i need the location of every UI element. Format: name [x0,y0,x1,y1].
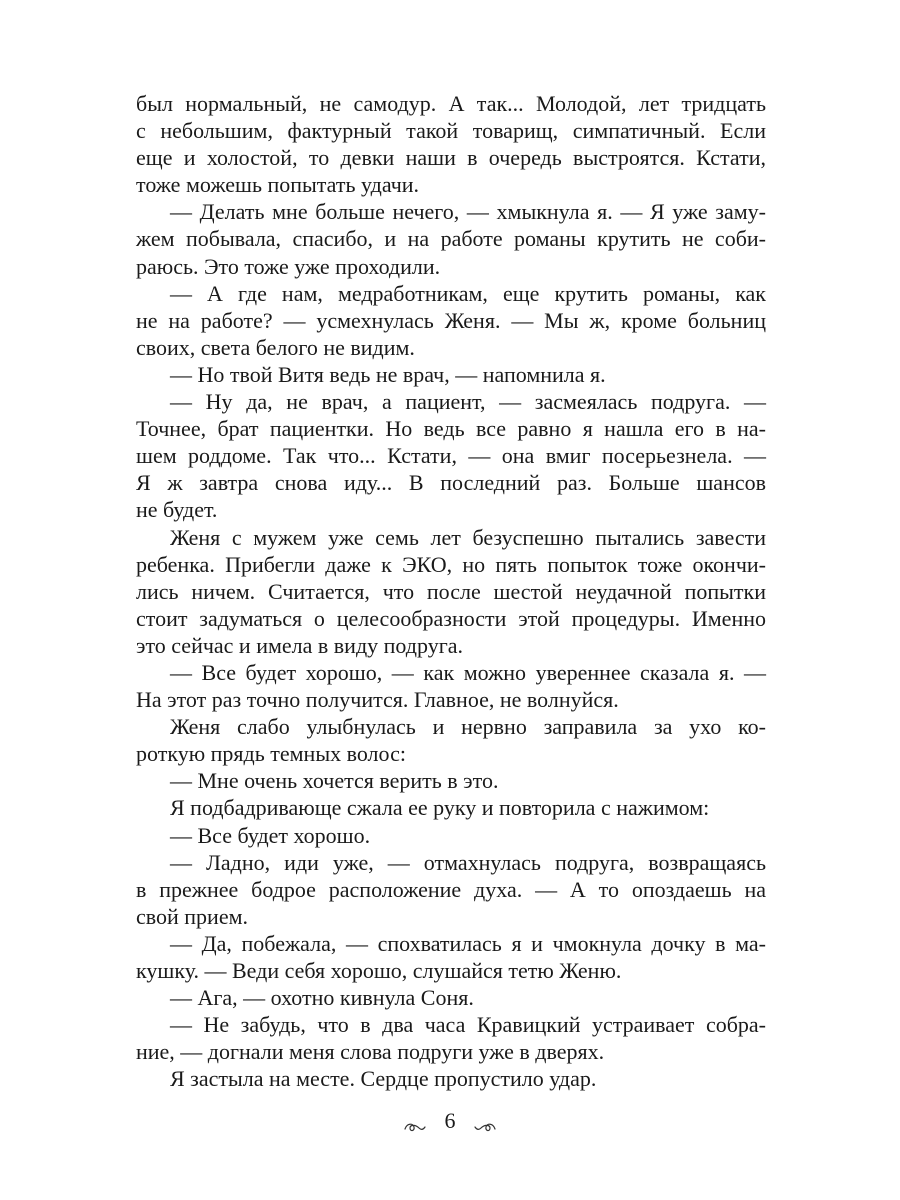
text-line: ребенка. Прибегли даже к ЭКО, но пять попыток тоже окончи- [136,551,766,577]
text-line: Я подбадривающе сжала ее руку и повторила с нажимом: [170,795,710,821]
text-line: с небольшим, фактурный такой товарищ, симпатичный. Если [136,118,766,144]
text-line: в прежнее бодрое расположение духа. — А то опоздаешь на [136,876,766,902]
text-line: — Да, побежала, — спохватилась я и чмокнула дочку в ма- [170,930,766,956]
body-text [136,90,766,1092]
text-line: был нормальный, не самодур. А так... Молодой, лет тридцать [136,91,766,116]
scroll-flourish-right-icon [473,1114,497,1128]
page-number: 6 [444,1107,456,1133]
text-line: раюсь. Это тоже уже проходили. [136,253,441,279]
text-line: — Ага, — охотно кивнула Соня. [170,985,474,1011]
scroll-flourish-left-icon [403,1114,427,1128]
text-line: кушку. — Веди себя хорошо, слушайся тетю Женю. [136,958,622,983]
text-line: роткую прядь темных волос: [136,741,406,767]
text-line: — Ладно, иди уже, — отмахнулась подруга, возвращаясь [170,849,766,875]
text-line: ние, — догнали меня слова подруги уже в дверях. [136,1039,605,1065]
text-line: Точнее, брат пациентки. Но ведь все равно я нашла его в на- [136,416,766,442]
text-line: — А где нам, медработникам, еще крутить романы, как [170,280,766,306]
text-line: — Ну да, не врач, а пациент, — засмеялась подруга. — [170,389,766,415]
text-line: еще и холостой, то девки наши в очередь выстроятся. Кстати, [136,145,766,171]
text-line: не на работе? — усмехнулась Женя. — Мы ж, кроме больниц [136,307,766,333]
page-footer [0,1106,900,1134]
text-line: это сейчас и имела в виду подруга. [136,632,463,658]
text-line: Женя с мужем уже семь лет безуспешно пытались завести [170,524,766,550]
text-line: Женя слабо улыбнулась и нервно заправила за ухо ко- [170,714,766,740]
text-line: — Но твой Витя ведь не врач, — напомнила я. [170,361,606,387]
text-line: Я ж завтра снова иду... В последний раз. Больше шансов [136,470,766,496]
text-line: своих, света белого не видим. [136,334,415,360]
text-line: свой прием. [136,903,249,929]
text-line: — Все будет хорошо. [170,822,371,848]
text-line: — Делать мне больше нечего, — хмыкнула я. — Я уже заму- [170,199,766,225]
text-line: Я застыла на месте. Сердце пропустило удар. [170,1066,597,1092]
text-line: шем роддоме. Так что... Кстати, — она вмиг посерьезнела. — [136,443,766,469]
text-line: — Все будет хорошо, — как можно увереннее сказала я. — [170,659,766,685]
text-line: — Не забудь, что в два часа Кравицкий устраивает собра- [170,1012,766,1038]
text-line: лись ничем. Считается, что после шестой неудачной попытки [136,578,766,604]
text-line: стоит задуматься о целесообразности этой процедуры. Именно [136,605,766,631]
text-line: — Мне очень хочется верить в это. [170,768,499,794]
text-line: тоже можешь попытать удачи. [136,172,420,198]
text-line: не будет. [136,497,218,523]
text-line: жем побывала, спасибо, и на работе романы крутить не соби- [136,226,766,252]
text-line: На этот раз точно получится. Главное, не волнуйся. [136,687,619,713]
